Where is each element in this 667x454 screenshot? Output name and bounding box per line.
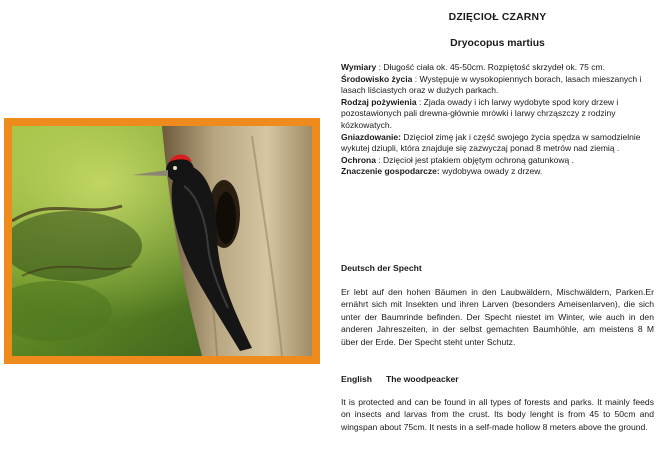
german-heading: Deutsch der Specht [341, 263, 422, 273]
fact-dimensions: Wymiary : Długość ciała ok. 45-50cm. Rozpiętość skrzydeł ok. 75 cm. [341, 62, 605, 72]
fact-protection: Ochrona : Dzięcioł jest ptakiem objętym ochroną gatunkową . [341, 154, 574, 165]
fact-food: Rodzaj pożywienia : Zjada owady i ich larwy wydobyte spod kory drzew i pozostawionych pali drewna-głównie mrówki i larwy chrząszczy z rodziny kózkowatych. [341, 96, 619, 130]
fact-economic-importance: Znaczenie gospodarcze: wydobywa owady z drzew. [341, 166, 543, 177]
german-text: Er lebt auf den hohen Bäumen in den Laubwäldern, Mischwäldern, Parken.Er ernährt sich mit Insekten und ihren Larven (besonders Ameisenlarven), die sich unter der Baumrinde befinden. Der Specht niestet im Winter, wie auch in den anderen Jahreszeiten, in der selbst gemachten Baumhöhle, am meistens 8 M über der Erde. Der Specht steht unter Schutz. [341, 287, 654, 347]
english-heading-name: The woodpeacker [386, 374, 459, 384]
title-polish: DZIĘCIOŁ CZARNY [448, 12, 547, 23]
english-heading [341, 374, 459, 384]
polish-description [341, 62, 656, 178]
english-heading-lang: English [341, 374, 373, 384]
woodpecker-photo [12, 126, 312, 356]
photo-frame [4, 118, 320, 364]
english-text: It is protected and can be found in all types of forests and parks. It mainly feeds on insects and larvas from the crust. Its body lenght is from 45 to 50cm and wingspan about 75cm. It nests in a self-made hollow 8 meters above the ground. [341, 397, 654, 432]
fact-nesting: Gniazdowanie: Dzięcioł zimę jak i część swojego życia spędza w samodzielnie wykutej dziupli, która znajduje się zazwyczaj ponad 8 metrów nad ziemią . [341, 131, 641, 154]
title-latin: Dryocopus martius [450, 38, 545, 49]
fact-habitat: Środowisko życia : Występuje w wysokopiennych borach, lasach mieszanych i lasach liściastych oraz w dużych parkach. [341, 73, 642, 96]
